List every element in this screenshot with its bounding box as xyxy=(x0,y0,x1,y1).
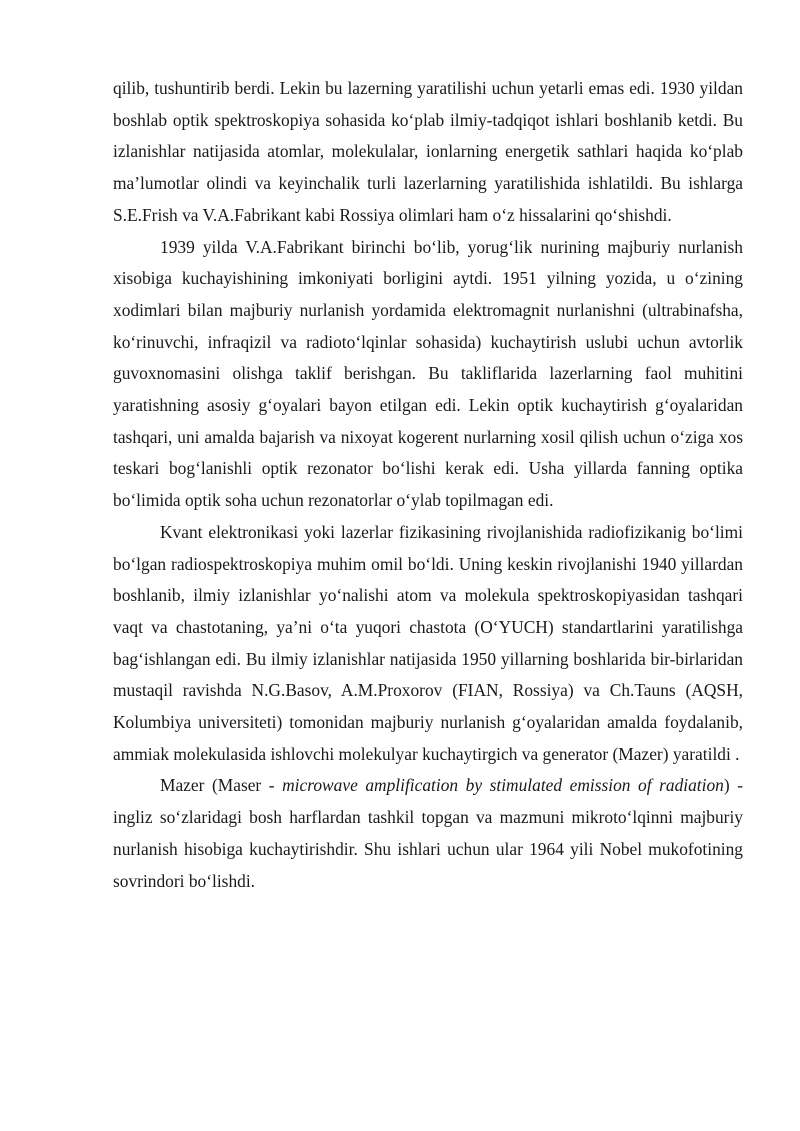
paragraph-4-rest: ) - ingliz so‘zlaridagi bosh harflardan tashkil topgan va mazmuni mikroto‘lqinni majburiy nurlanish hisobiga kuchaytirishdir. Shu ishlari uchun ular 1964 yili Nobel mukofotining sovrindori bo‘lishdi. xyxy=(113,775,743,891)
document-body xyxy=(113,73,743,897)
paragraph-4 xyxy=(113,770,743,897)
paragraph-4-lead: Mazer (Maser - xyxy=(160,775,283,796)
paragraph-1: qilib, tushuntirib berdi. Lekin bu lazerning yaratilishi uchun yetarli emas edi. 1930 yildan boshlab optik spektroskopiya sohasida ko‘plab ilmiy-tadqiqot ishlari boshlanib ketdi. Bu izlanishlar natijasida atomlar, molekulalar, ionlarning energetik sathlari haqida ko‘plab ma’lumotlar olindi va keyinchalik turli lazerlarning yaratilishida ishlatildi. Bu ishlarga S.E.Frish va V.A.Fabrikant kabi Rossiya olimlari ham o‘z hissalarini qo‘shishdi. xyxy=(113,78,743,225)
paragraph-2: 1939 yilda V.A.Fabrikant birinchi bo‘lib, yorug‘lik nurining majburiy nurlanish xisobiga kuchayishining imkoniyati borligini aytdi. 1951 yilning yozida, u o‘zining xodimlari bilan majburiy nurlanish yordamida elektromagnit nurlanishni (ultrabinafsha, ko‘rinuvchi, infraqizil va radioto‘lqinlar sohasida) kuchaytirish uslubi uchun avtorlik guvoxnomasini olishga taklif berishgan. Bu takliflarida lazerlarning faol muhitini yaratishning asosiy g‘oyalari bayon etilgan edi. Lekin optik kuchaytirish g‘oyalaridan tashqari, uni amalda bajarish va nixoyat kogerent nurlarning xosil qilish uchun o‘ziga xos teskari bog‘lanishli optik rezonator bo‘lishi kerak edi. Usha yillarda fanning optika bo‘limida optik soha uchun rezonatorlar o‘ylab topilmagan edi. xyxy=(113,236,743,511)
maser-expansion: microwave amplification by stimulated emission of radiation xyxy=(282,775,724,796)
paragraph-3: Kvant elektronikasi yoki lazerlar fizikasining rivojlanishida radiofizikanig bo‘limi bo‘lgan radiospektroskopiya muhim omil bo‘ldi. Uning keskin rivojlanishi 1940 yillardan boshlanib, ilmiy izlanishlar yo‘nalishi atom va molekula spektroskopiyasidan tashqari vaqt va chastotaning, ya’ni o‘ta yuqori chastota (O‘YUCH) standartlarini yaratilishga bag‘ishlangan edi. Bu ilmiy izlanishlar natijasida 1950 yillarning boshlarida bir-birlaridan mustaqil ravishda N.G.Basov, A.M.Proxorov (FIAN, Rossiya) va Ch.Tauns (AQSH, Kolumbiya universiteti) tomonidan majburiy nurlanish g‘oyalaridan amalda foydalanib, ammiak molekulasida ishlovchi molekulyar kuchaytirgich va generator (Mazer) yaratildi . xyxy=(113,521,743,764)
